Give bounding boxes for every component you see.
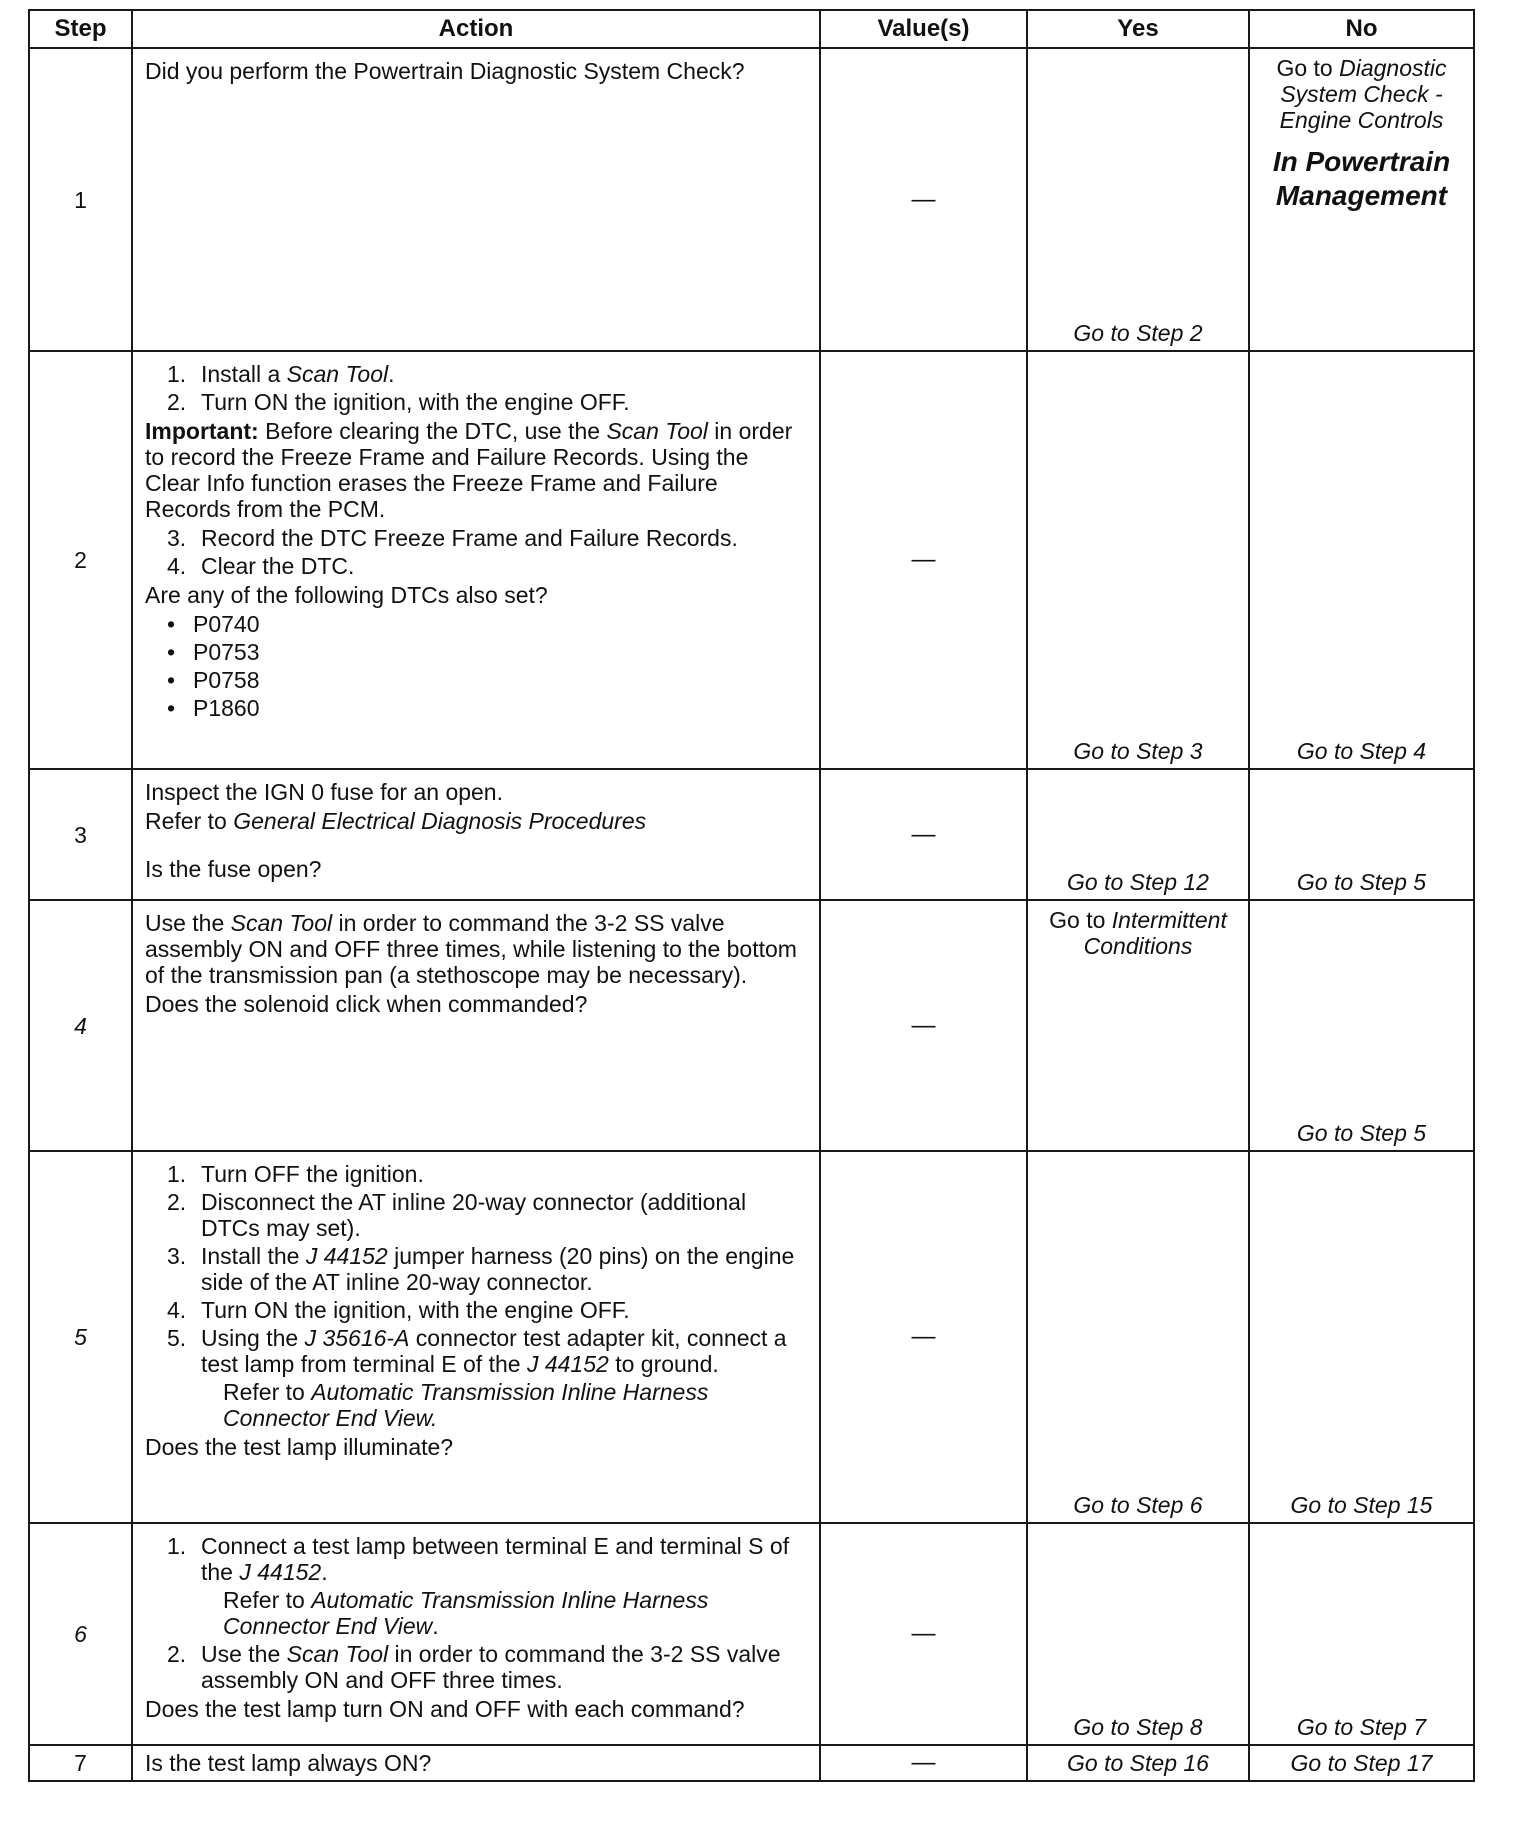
no-cell <box>1249 48 1474 351</box>
action-text: Inspect the IGN 0 fuse for an open. <box>145 779 503 805</box>
important-note: Important: Before clearing the DTC, use the Scan Tool in order to record the Freeze Frame and Failure Records. Using the Clear Info function erases the Freeze Frame and Failure Records from the PCM. <box>145 418 793 522</box>
step-number: 7 <box>29 1745 132 1781</box>
item-text: Record the DTC Freeze Frame and Failure Records. <box>201 525 738 551</box>
action-list <box>167 1533 807 1693</box>
header-row <box>29 10 1474 48</box>
list-item <box>167 525 807 551</box>
table-row <box>29 769 1474 900</box>
item-number: 3. <box>167 525 187 551</box>
header-values: Value(s) <box>820 10 1027 48</box>
item-text: Turn ON the ignition, with the engine OFF. <box>201 389 630 415</box>
step-number: 3 <box>29 769 132 900</box>
value-cell: — <box>820 1523 1027 1745</box>
action-question: Does the test lamp turn ON and OFF with each command? <box>145 1696 745 1722</box>
step-number: 5 <box>29 1151 132 1523</box>
action-cell <box>132 1745 820 1781</box>
list-item <box>167 553 807 579</box>
item-text: Clear the DTC. <box>201 553 355 579</box>
action-cell <box>132 769 820 900</box>
yes-cell <box>1027 48 1249 351</box>
item-number: 4. <box>167 553 187 579</box>
goto-target: Diagnostic System Check - Engine Controls <box>1279 55 1447 133</box>
dtc-item: • P0758 <box>167 667 260 693</box>
action-cell <box>132 900 820 1151</box>
value-cell: — <box>820 48 1027 351</box>
action-list <box>167 525 807 579</box>
dtc-item: • P1860 <box>167 695 260 721</box>
action-reference: Refer to Automatic Transmission Inline Harness Connector End View. <box>223 1587 709 1639</box>
list-item <box>167 389 807 415</box>
header-action: Action <box>132 10 820 48</box>
action-question: Is the test lamp always ON? <box>145 1750 432 1776</box>
yes-link[interactable]: Go to Step 3 <box>1073 738 1203 764</box>
diagnostic-table <box>28 9 1475 1782</box>
action-list <box>167 361 807 415</box>
action-reference: Refer to Automatic Transmission Inline Harness Connector End View. <box>223 1379 709 1431</box>
list-item: 2. Use the Scan Tool in order to command the 3-2 SS valve assembly ON and OFF three times. <box>167 1641 781 1693</box>
goto-text: Go to <box>1276 55 1333 81</box>
powertrain-note: In Powertrain Management <box>1272 146 1451 211</box>
value-cell: — <box>820 351 1027 769</box>
action-question: Does the test lamp illuminate? <box>145 1434 454 1460</box>
no-cell <box>1249 1523 1474 1745</box>
step-number: 6 <box>29 1523 132 1745</box>
list-item: 1. Turn OFF the ignition. <box>167 1161 424 1187</box>
value-cell: — <box>820 900 1027 1151</box>
list-item: 2. Disconnect the AT inline 20-way connector (additional DTCs may set). <box>167 1189 747 1241</box>
step-number: 4 <box>29 900 132 1151</box>
action-question: Are any of the following DTCs also set? <box>145 582 548 608</box>
diagnostic-table-sheet <box>28 9 1473 1782</box>
table-row <box>29 1745 1474 1781</box>
yes-link[interactable]: Go to Step 2 <box>1073 320 1203 346</box>
header-step: Step <box>29 10 132 48</box>
yes-cell <box>1027 351 1249 769</box>
action-cell <box>132 1151 820 1523</box>
yes-link[interactable]: Go to Step 12 <box>1067 869 1209 895</box>
action-question: Is the fuse open? <box>145 856 322 882</box>
list-item <box>167 361 807 387</box>
action-cell <box>132 351 820 769</box>
no-cell <box>1249 769 1474 900</box>
step-number: 2 <box>29 351 132 769</box>
action-list <box>167 1161 807 1431</box>
action-reference: Refer to General Electrical Diagnosis Procedures <box>145 808 647 834</box>
header-yes: Yes <box>1027 10 1249 48</box>
action-question: Does the solenoid click when commanded? <box>145 991 588 1017</box>
action-text: Use the Scan Tool in order to command the 3-2 SS valve assembly ON and OFF three times, while listening to the bottom of the transmission pan (a stethoscope may be necessary). <box>145 910 797 988</box>
action-cell <box>132 48 820 351</box>
step-number: 1 <box>29 48 132 351</box>
yes-cell <box>1027 1151 1249 1523</box>
table-row <box>29 1523 1474 1745</box>
yes-cell <box>1027 900 1249 1151</box>
value-cell: — <box>820 769 1027 900</box>
item-number: 1. <box>167 361 187 387</box>
value-cell: — <box>820 1745 1027 1781</box>
yes-link[interactable]: Go to Intermittent Conditions <box>1049 907 1227 959</box>
yes-link[interactable]: Go to Step 16 <box>1027 1745 1249 1781</box>
no-link[interactable] <box>1250 49 1473 133</box>
no-link[interactable]: Go to Step 17 <box>1249 1745 1474 1781</box>
value-cell: — <box>820 1151 1027 1523</box>
no-link[interactable]: Go to Step 5 <box>1296 869 1427 895</box>
list-item: 5. Using the J 35616-A connector test adapter kit, connect a test lamp from terminal E of the J 44152 to ground. <box>167 1325 787 1377</box>
table-row <box>29 48 1474 351</box>
item-number: 2. <box>167 389 187 415</box>
header-no: No <box>1249 10 1474 48</box>
yes-link[interactable]: Go to Step 6 <box>1073 1492 1203 1518</box>
table-row <box>29 351 1474 769</box>
dtc-item: • P0740 <box>167 611 260 637</box>
yes-link[interactable]: Go to Step 8 <box>1073 1714 1203 1740</box>
action-cell <box>132 1523 820 1745</box>
yes-cell <box>1027 769 1249 900</box>
list-item: 4. Turn ON the ignition, with the engine OFF. <box>167 1297 630 1323</box>
no-link[interactable]: Go to Step 15 <box>1290 1492 1433 1518</box>
table-row <box>29 1151 1474 1523</box>
no-link[interactable]: Go to Step 5 <box>1296 1120 1427 1146</box>
list-item: 1. Connect a test lamp between terminal E and terminal S of the J 44152. <box>167 1533 790 1585</box>
yes-cell <box>1027 1523 1249 1745</box>
no-cell <box>1249 351 1474 769</box>
item-text: Install a Scan Tool. <box>201 361 395 387</box>
action-question: Did you perform the Powertrain Diagnostic System Check? <box>145 58 745 84</box>
no-cell <box>1249 900 1474 1151</box>
dtc-item: • P0753 <box>167 639 260 665</box>
table-row <box>29 900 1474 1151</box>
no-link[interactable]: Go to Step 4 <box>1296 738 1427 764</box>
no-cell <box>1249 1151 1474 1523</box>
list-item: 3. Install the J 44152 jumper harness (20 pins) on the engine side of the AT inline 20-way connector. <box>167 1243 795 1295</box>
no-link[interactable]: Go to Step 7 <box>1296 1714 1427 1740</box>
